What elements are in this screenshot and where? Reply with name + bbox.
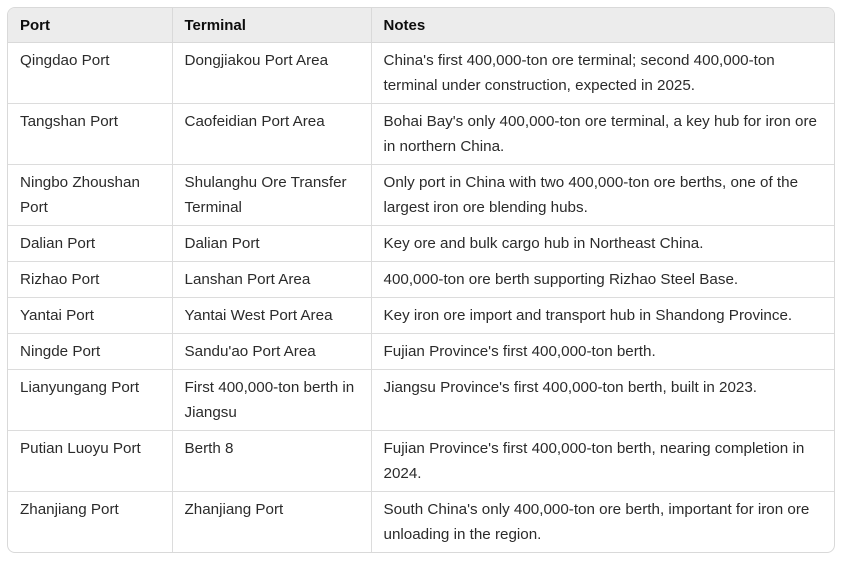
cell-notes: South China's only 400,000-ton ore berth, important for iron ore unloading in the region. (371, 492, 834, 553)
header-terminal: Terminal (172, 8, 371, 43)
cell-notes: Bohai Bay's only 400,000-ton ore terminal, a key hub for iron ore in northern China. (371, 104, 834, 165)
cell-notes: Fujian Province's first 400,000-ton berth. (371, 334, 834, 370)
cell-port: Ningde Port (8, 334, 172, 370)
cell-terminal: Lanshan Port Area (172, 262, 371, 298)
table-row (8, 104, 834, 165)
cell-terminal: Shulanghu Ore Transfer Terminal (172, 165, 371, 226)
cell-terminal: Sandu'ao Port Area (172, 334, 371, 370)
cell-port: Rizhao Port (8, 262, 172, 298)
table-body (8, 43, 834, 553)
table-row (8, 492, 834, 553)
ports-table-container (7, 7, 835, 553)
cell-terminal: Dalian Port (172, 226, 371, 262)
table-row (8, 165, 834, 226)
table-header (8, 8, 834, 43)
table-row (8, 334, 834, 370)
header-port: Port (8, 8, 172, 43)
cell-notes: Jiangsu Province's first 400,000-ton berth, built in 2023. (371, 370, 834, 431)
cell-terminal: Dongjiakou Port Area (172, 43, 371, 104)
cell-notes: Only port in China with two 400,000-ton ore berths, one of the largest iron ore blending hubs. (371, 165, 834, 226)
cell-notes: Key iron ore import and transport hub in Shandong Province. (371, 298, 834, 334)
cell-notes: 400,000-ton ore berth supporting Rizhao Steel Base. (371, 262, 834, 298)
cell-terminal: Zhanjiang Port (172, 492, 371, 553)
header-row (8, 8, 834, 43)
ports-table (8, 8, 834, 552)
cell-port: Qingdao Port (8, 43, 172, 104)
cell-port: Lianyungang Port (8, 370, 172, 431)
cell-port: Yantai Port (8, 298, 172, 334)
table-row (8, 298, 834, 334)
cell-notes: Fujian Province's first 400,000-ton berth, nearing completion in 2024. (371, 431, 834, 492)
cell-notes: China's first 400,000-ton ore terminal; second 400,000-ton terminal under construction, expected in 2025. (383, 52, 775, 94)
cell-port: Ningbo Zhoushan Port (8, 165, 172, 226)
cell-terminal: Caofeidian Port Area (172, 104, 371, 165)
table-row (8, 370, 834, 431)
cell-terminal: First 400,000-ton berth in Jiangsu (172, 370, 371, 431)
cell-port: Putian Luoyu Port (8, 431, 172, 492)
table-row (8, 43, 834, 104)
cell-notes: Key ore and bulk cargo hub in Northeast China. (371, 226, 834, 262)
cell-port: Zhanjiang Port (8, 492, 172, 553)
table-row (8, 226, 834, 262)
cell-port: Dalian Port (8, 226, 172, 262)
table-row (8, 431, 834, 492)
cell-terminal: Yantai West Port Area (172, 298, 371, 334)
header-notes: Notes (371, 8, 834, 43)
cell-terminal: Berth 8 (172, 431, 371, 492)
table-row (8, 262, 834, 298)
cell-port: Tangshan Port (8, 104, 172, 165)
